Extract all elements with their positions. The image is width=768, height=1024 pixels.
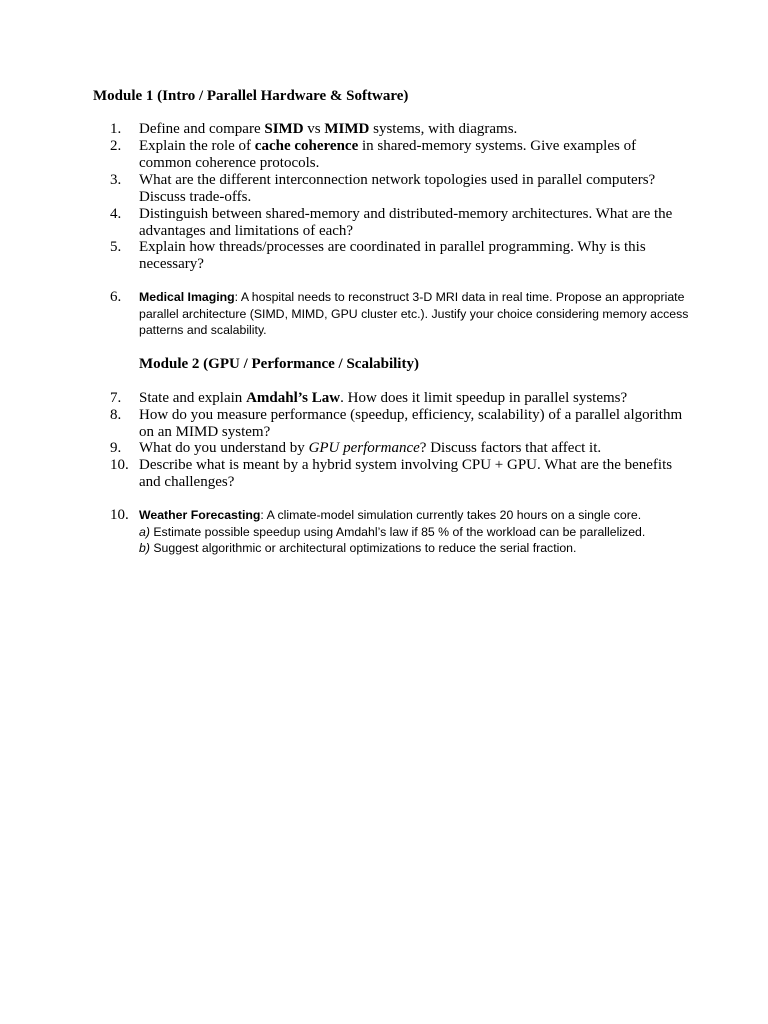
question-number: 3. (110, 172, 122, 188)
sub-item-text: Suggest algorithmic or architectural optimizations to reduce the serial fraction. (149, 541, 577, 555)
sub-item-text: Estimate possible speedup using Amdahl’s law if 85 % of the workload can be parallelized. (149, 524, 646, 539)
question-text: Describe what is meant by a hybrid system involving CPU + GPU. What are the benefits and challenges? (139, 457, 673, 490)
question-text (139, 289, 690, 339)
bold-term: SIMD (264, 121, 304, 137)
text-run: Define and compare (139, 121, 265, 137)
text-run: in shared-memory systems. Give examples of common coherence protocols. (139, 138, 637, 171)
question-text: How do you measure performance (speedup, efficiency, scalability) of a parallel algorithm on an MIMD system? (139, 407, 683, 440)
question-text (139, 390, 690, 407)
bold-term: cache coherence (254, 138, 359, 154)
question-7 (110, 390, 690, 407)
italic-term: GPU performance (308, 440, 420, 456)
text-run: : A climate-model simulation currently takes 20 hours on a single core. (260, 508, 642, 522)
bold-term: Amdahl’s Law (246, 390, 341, 406)
question-number: 10. (110, 507, 129, 523)
question-2 (110, 138, 690, 172)
question-number: 9. (110, 440, 122, 456)
question-number: 6. (110, 289, 122, 305)
question-text (139, 507, 690, 557)
question-number: 5. (110, 239, 122, 255)
question-text: Distinguish between shared-memory and distributed-memory architectures. What are the advantages and limitations of each? (139, 206, 673, 239)
question-number: 1. (110, 121, 122, 137)
question-4 (110, 206, 690, 240)
question-8 (110, 407, 690, 441)
module-1-heading: Module 1 (Intro / Parallel Hardware & Software) (93, 88, 409, 104)
question-1 (110, 121, 690, 138)
text-run: . How does it limit speedup in parallel systems? (340, 390, 628, 406)
question-text (139, 440, 690, 457)
text-run: : A hospital needs to reconstruct 3-D MRI data in real time. Propose an appropriate parallel architecture (SIMD, MIMD, GPU cluster etc.). Justify your choice considering memory access patterns and scalability. (139, 290, 689, 337)
question-9 (110, 440, 690, 457)
module-2-heading: Module 2 (GPU / Performance / Scalability) (139, 356, 419, 372)
question-6 (110, 289, 690, 339)
question-3 (110, 172, 690, 206)
question-text (139, 121, 690, 138)
text-run: What do you understand by (139, 440, 309, 456)
question-number: 2. (110, 138, 122, 154)
text-run: Explain the role of (139, 138, 255, 154)
text-run: ? Discuss factors that affect it. (419, 440, 602, 456)
question-number: 8. (110, 407, 122, 423)
question-10 (110, 457, 690, 491)
text-run: vs (303, 121, 325, 137)
question-number: 10. (110, 457, 129, 473)
case-label: Medical Imaging (139, 290, 235, 304)
question-number: 7. (110, 390, 122, 406)
text-run: State and explain (139, 390, 247, 406)
case-label: Weather Forecasting (139, 508, 261, 522)
question-number: 4. (110, 206, 122, 222)
sub-item-label: a) (139, 524, 150, 539)
text-run: systems, with diagrams. (369, 121, 518, 137)
question-text: Explain how threads/processes are coordinated in parallel programming. Why is this necessary? (139, 239, 646, 272)
question-text (139, 138, 690, 172)
question-text: What are the different interconnection network topologies used in parallel computers? Discuss trade-offs. (139, 172, 656, 205)
sub-item-label: b) (139, 541, 150, 555)
question-5 (110, 239, 690, 273)
question-11 (110, 507, 690, 557)
bold-term: MIMD (324, 121, 370, 137)
